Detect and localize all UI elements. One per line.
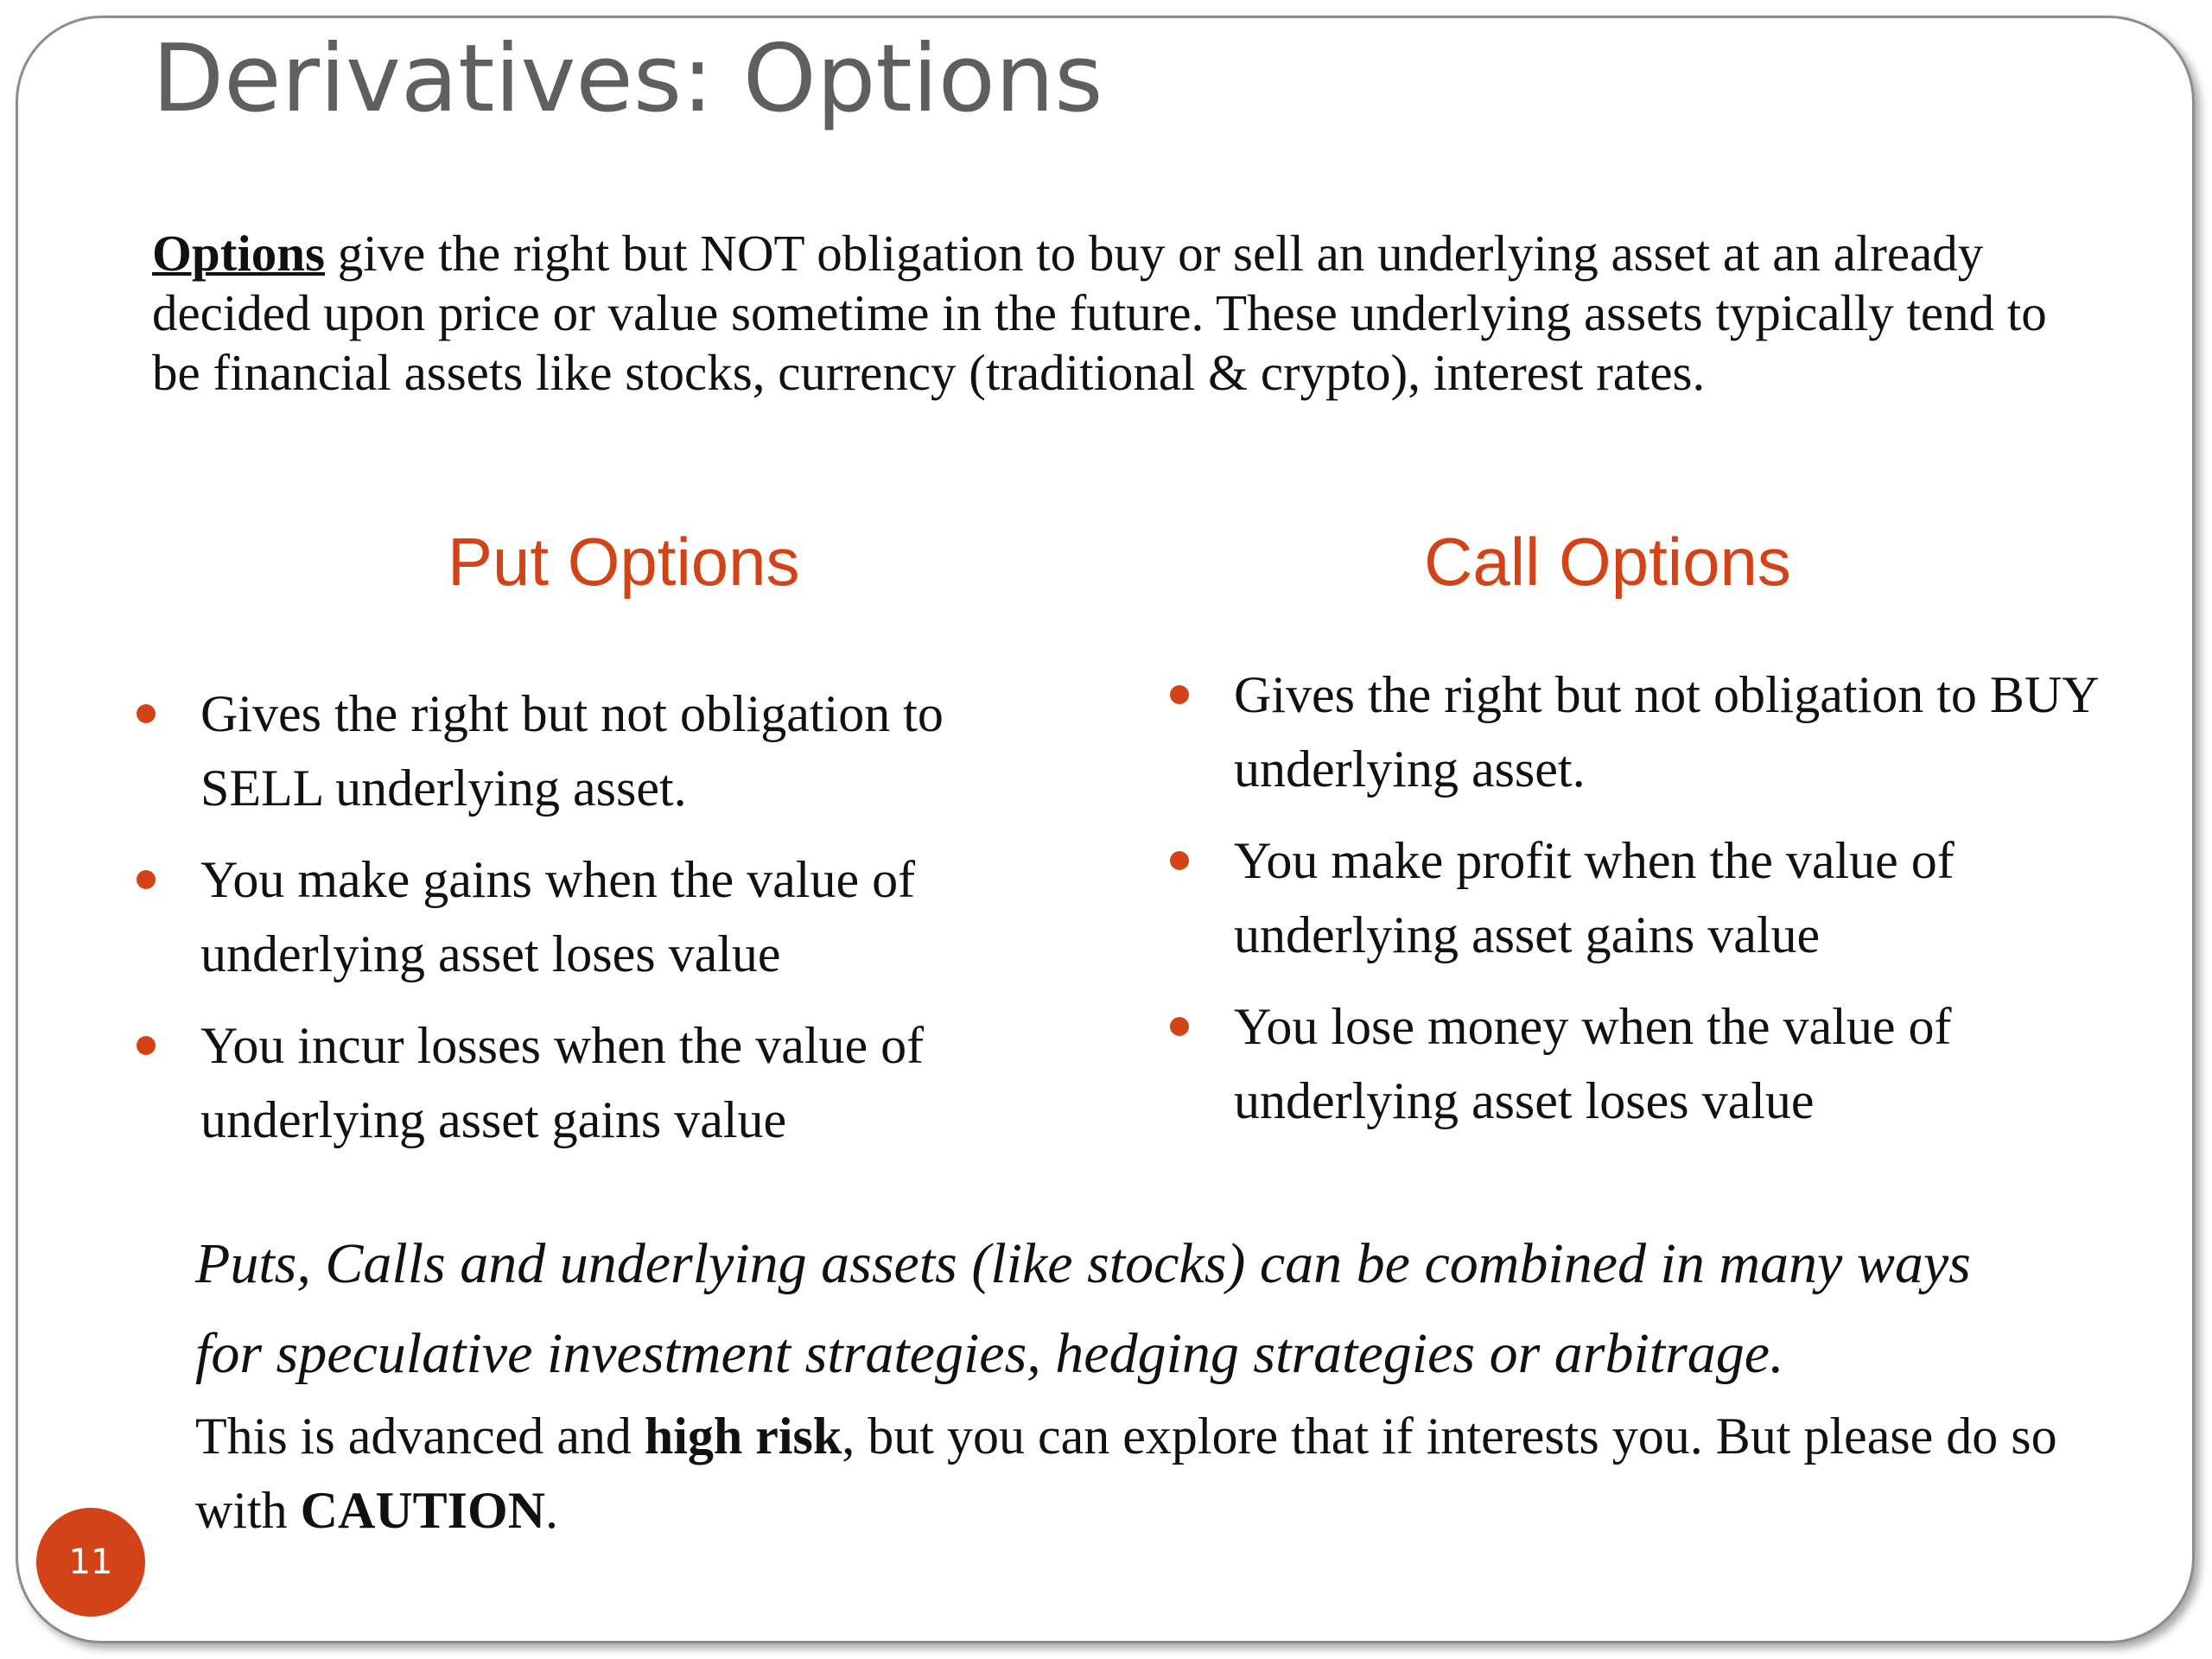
put-options-heading: Put Options [448,524,800,600]
call-options-heading: Call Options [1424,524,1791,600]
bullet-dot-icon [1170,685,1189,704]
call-bullet-text: You make profit when the value of underlying asset gains value [1234,832,1955,963]
options-definition [152,224,2088,403]
bullet-dot-icon [137,1036,156,1055]
put-bullet-item [131,677,1073,825]
put-bullet-text: Gives the right but not obligation to SELL underlying asset. [200,685,944,817]
call-bullet-text: Gives the right but not obligation to BUY underlying asset. [1234,666,2098,798]
slide-frame [16,16,2195,1643]
risk-warning-text: This is advanced and [195,1408,645,1465]
call-bullet-item [1165,823,2141,972]
call-bullet-text: You lose money when the value of underlying asset loses value [1234,998,1952,1129]
closing-italic-line-1: Puts, Calls and underlying assets (like stocks) can be combined in many ways [195,1232,1971,1295]
put-bullet-item [131,842,1073,991]
put-bullet-item [131,1008,1073,1157]
bullet-dot-icon [1170,1017,1189,1036]
call-options-list [1165,658,2141,1155]
put-bullet-text: You make gains when the value of underlying asset loses value [200,851,916,982]
put-bullet-text: You incur losses when the value of underlying asset gains value [200,1017,925,1148]
risk-warning-text: . [545,1482,559,1539]
call-bullet-item [1165,989,2141,1138]
high-risk-emphasis: high risk [644,1408,842,1465]
options-definition-text: give the right but NOT obligation to buy or sell an underlying asset at an already decided upon price or value sometime in the future. These underlying assets typically tend to be financial assets like stocks, currency (traditional & crypto), interest rates. [152,225,2047,401]
call-bullet-item [1165,658,2141,806]
page-number-badge: 11 [36,1508,145,1617]
risk-warning-text: , but you can explore that if interests you. But please do so with [195,1408,2057,1539]
bullet-dot-icon [137,870,156,889]
closing-italic-line-2: for speculative investment strategies, hedging strategies or arbitrage. [195,1322,1784,1385]
caution-emphasis: CAUTION [300,1482,546,1539]
bullet-dot-icon [137,704,156,723]
put-options-list [131,677,1073,1174]
risk-warning [195,1399,2096,1548]
options-term: Options [152,225,326,282]
slide-title: Derivatives: Options [152,25,1103,133]
bullet-dot-icon [1170,851,1189,870]
closing-note [195,1219,2096,1548]
